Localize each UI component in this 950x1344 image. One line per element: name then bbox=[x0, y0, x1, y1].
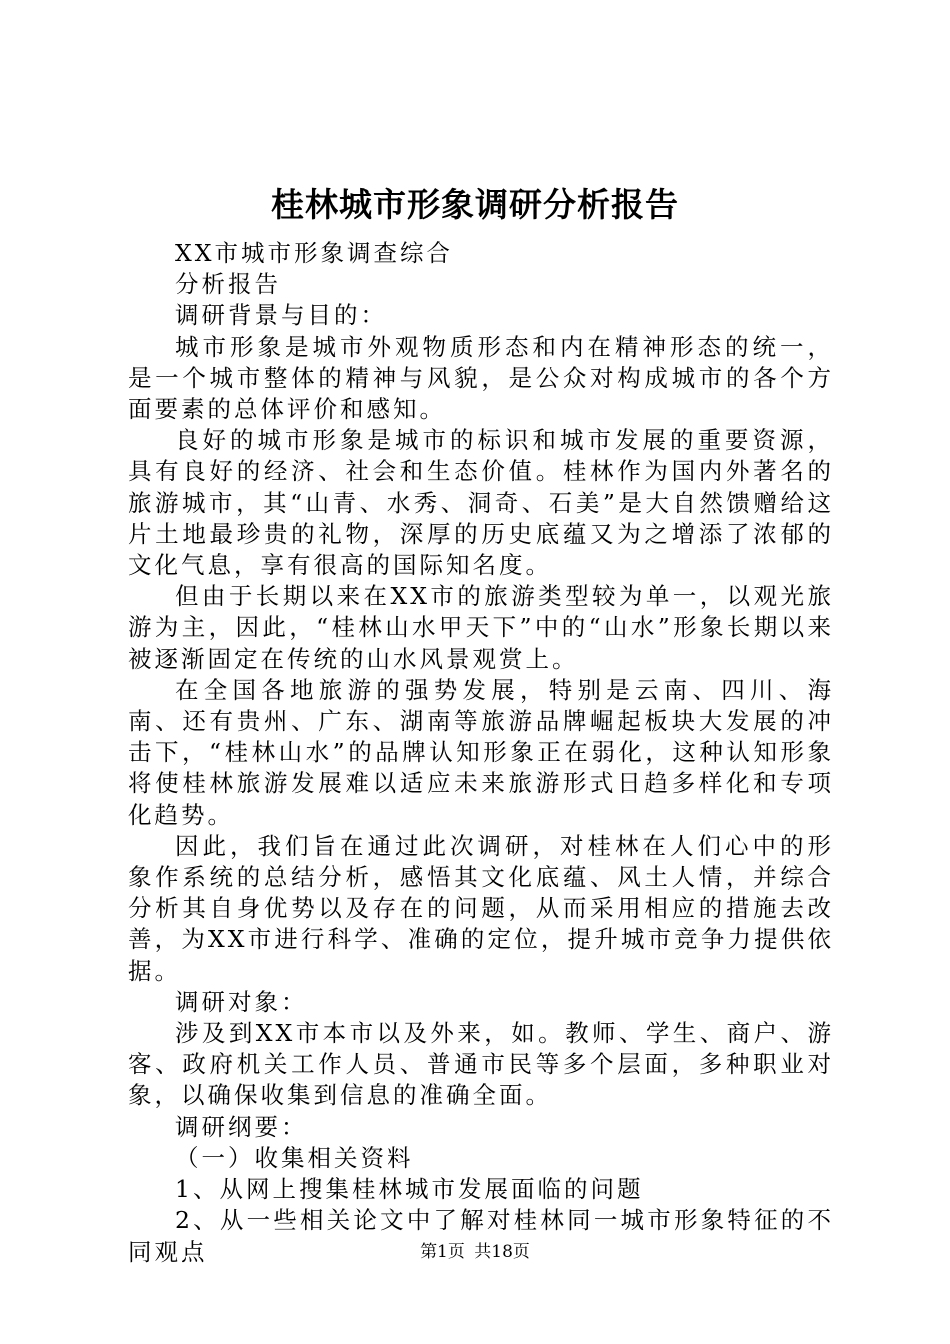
paragraph: 分析报告 bbox=[175, 270, 281, 299]
document-title: 桂林城市形象调研分析报告 bbox=[271, 185, 679, 224]
paragraph: XX市城市形象调查综合 bbox=[175, 239, 453, 267]
page-number: 第1页 bbox=[420, 1242, 465, 1262]
section-heading: 调研背景与目的： bbox=[175, 301, 387, 330]
paragraph: 因此，我们旨在通过此次调研，对桂林在人们心中的形象作系统的总结分析，感悟其文化底蕴、风土人情，并综合分析其自身优势以及存在的问题，从而采用相应的措施去改善，为XX市进行科学、准确的定位，提升城市竞争力提供依据。 bbox=[128, 831, 834, 985]
page-total: 共18页 bbox=[474, 1242, 530, 1262]
subsection-heading: （一）收集相关资料 bbox=[175, 1143, 414, 1172]
paragraph: 但由于长期以来在XX市的旅游类型较为单一，以观光旅游为主，因此，“桂林山水甲天下”中的“山水”形象长期以来被逐渐固定在传统的山水风景观赏上。 bbox=[128, 582, 834, 673]
page-footer bbox=[0, 1240, 950, 1264]
paragraph: 在全国各地旅游的强势发展，特别是云南、四川、海南、还有贵州、广东、湖南等旅游品牌崛起板块大发展的冲击下，“桂林山水”的品牌认知形象正在弱化，这种认知形象将使桂林旅游发展难以适应未来旅游形式日趋多样化和专项化趋势。 bbox=[128, 675, 834, 829]
paragraph: 城市形象是城市外观物质形态和内在精神形态的统一，是一个城市整体的精神与风貌，是公众对构成城市的各个方面要素的总体评价和感知。 bbox=[128, 332, 834, 424]
section-heading: 调研纲要： bbox=[175, 1112, 308, 1141]
list-item: 1、从网上搜集桂林城市发展面临的问题 bbox=[175, 1175, 644, 1204]
document-body bbox=[128, 238, 834, 1268]
section-heading: 调研对象： bbox=[175, 987, 308, 1016]
paragraph: 良好的城市形象是城市的标识和城市发展的重要资源，具有良好的经济、社会和生态价值。桂林作为国内外著名的旅游城市，其“山青、水秀、洞奇、石美”是大自然馈赠给这片土地最珍贵的礼物，深厚的历史底蕴又为之增添了浓郁的文化气息，享有很高的国际知名度。 bbox=[128, 426, 834, 580]
paragraph: 涉及到XX市本市以及外来，如。教师、学生、商户、游客、政府机关工作人员、普通市民等多个层面，多种职业对象，以确保收集到信息的准确全面。 bbox=[128, 1019, 834, 1110]
list-item: 2、从一些相关论文中了解对桂林同一城市形象特征的不同观点 bbox=[128, 1206, 834, 1266]
